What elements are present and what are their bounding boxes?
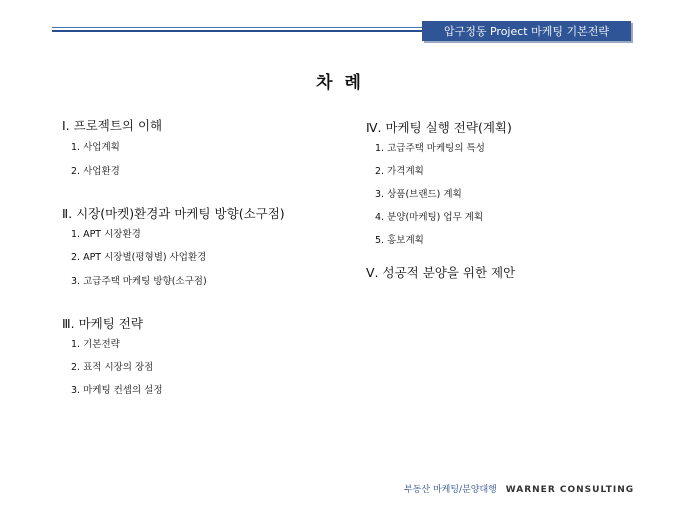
toc-section-title: Ⅰ. 프로젝트의 이해 bbox=[62, 118, 163, 133]
footer bbox=[404, 482, 634, 495]
toc-section-5 bbox=[366, 265, 656, 281]
toc-section-4 bbox=[366, 120, 656, 265]
toc-section-title: Ⅲ. 마케팅 전략 bbox=[62, 316, 143, 331]
toc-item: 1. APT 시장환경 bbox=[71, 229, 141, 240]
toc-item: 4. 분양(마케팅) 업무 계획 bbox=[375, 212, 484, 223]
toc-item: 2. 가격계획 bbox=[375, 166, 424, 177]
page-title: 차 례 bbox=[316, 73, 364, 93]
toc-item: 5. 홍보계획 bbox=[375, 235, 424, 246]
toc-section-title: Ⅴ. 성공적 분양을 위한 제안 bbox=[366, 265, 516, 280]
toc-item: 1. 고급주택 마케팅의 특성 bbox=[375, 143, 485, 154]
toc-left-column bbox=[62, 118, 362, 397]
toc-item: 1. 사업계획 bbox=[71, 142, 120, 153]
toc-section-2 bbox=[62, 206, 362, 316]
toc-section-title: Ⅳ. 마케팅 실행 전략(계획) bbox=[366, 120, 512, 135]
toc-section-1 bbox=[62, 118, 362, 206]
footer-company: WARNER CONSULTING bbox=[505, 485, 635, 495]
toc-item: 3. 마케팅 컨셉의 설정 bbox=[71, 385, 163, 396]
toc-section-title: Ⅱ. 시장(마켓)환경과 마케팅 방향(소구점) bbox=[62, 206, 285, 221]
footer-korean: 부동산 마케팅/분양대행 bbox=[404, 485, 497, 495]
toc-item: 2. APT 시장별(평형별) 사업환경 bbox=[71, 252, 207, 263]
header-badge: 압구정동 Project 마케팅 기본전략 bbox=[422, 21, 631, 41]
toc-item: 2. 표적 시장의 장점 bbox=[71, 362, 154, 373]
header-rule bbox=[52, 27, 442, 33]
toc-item: 3. 상품(브랜드) 계획 bbox=[375, 189, 462, 200]
toc-item: 2. 사업환경 bbox=[71, 166, 120, 177]
toc-section-3 bbox=[62, 316, 362, 397]
toc-item: 1. 기본전략 bbox=[71, 339, 120, 350]
toc-item: 3. 고급주택 마케팅 방향(소구점) bbox=[71, 276, 207, 287]
toc-right-column bbox=[366, 120, 656, 281]
